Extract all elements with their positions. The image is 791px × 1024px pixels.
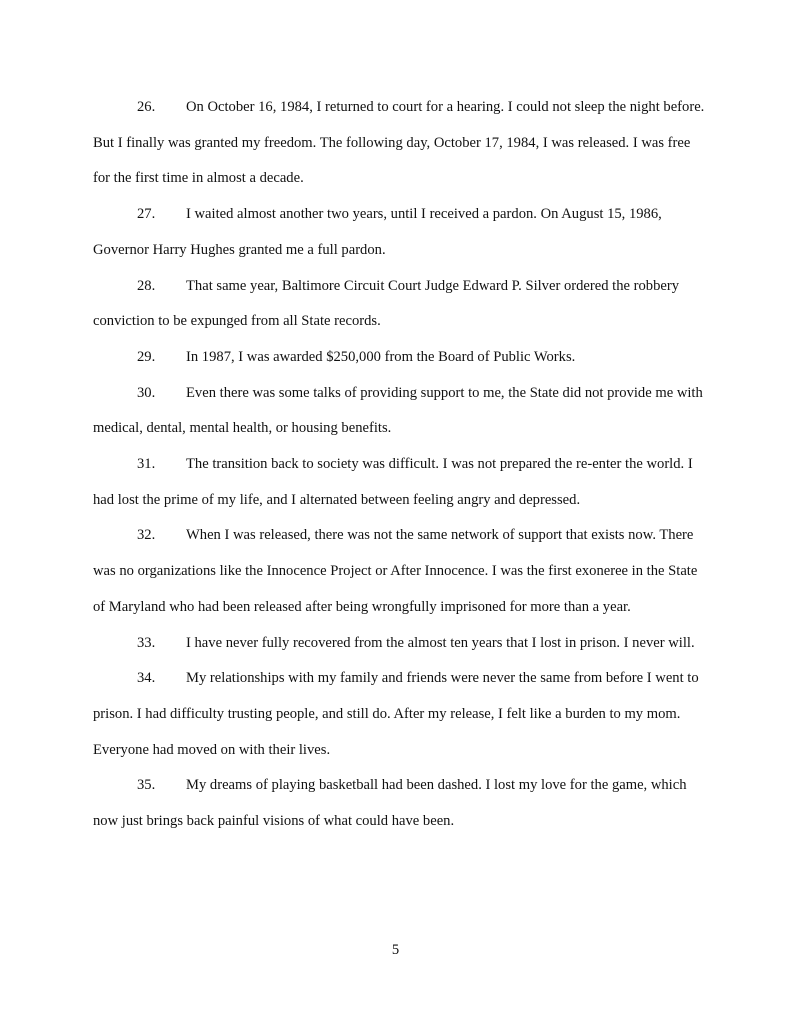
paragraph-31: [93, 447, 705, 518]
paragraph-text: On October 16, 1984, I returned to court for a hearing. I could not sleep the night before. But I finally was granted my freedom. The following day, October 17, 1984, I was released. I was free for the first time in almost a decade.: [93, 99, 705, 187]
paragraph-text: In 1987, I was awarded $250,000 from the Board of Public Works.: [186, 348, 576, 365]
paragraph-number: 30.: [137, 384, 156, 401]
paragraph-number: 26.: [137, 99, 156, 115]
document-body: [93, 90, 705, 840]
paragraph-29: [93, 340, 705, 376]
paragraph-text: Even there was some talks of providing support to me, the State did not provide me with medical, dental, mental health, or housing benefits.: [93, 384, 703, 437]
paragraph-text: My relationships with my family and friends were never the same from before I went to prison. I had difficulty trusting people, and still do. After my release, I felt like a burden to my mom. Everyone had moved on with their lives.: [93, 670, 699, 758]
paragraph-number: 28.: [137, 277, 156, 294]
paragraph-33: [93, 626, 705, 662]
paragraph-27: [93, 197, 705, 268]
paragraph-text: I waited almost another two years, until I received a pardon. On August 15, 1986, Governor Harry Hughes granted me a full pardon.: [93, 206, 662, 258]
paragraph-text: The transition back to society was difficult. I was not prepared the re-enter the world. I had lost the prime of my life, and I alternated between feeling angry and depressed.: [93, 456, 693, 508]
paragraph-number: 34.: [137, 670, 156, 687]
paragraph-text: That same year, Baltimore Circuit Court Judge Edward P. Silver ordered the robbery conviction to be expunged from all State records.: [93, 277, 680, 330]
paragraph-number: 35.: [137, 777, 156, 794]
paragraph-number: 32.: [137, 527, 156, 544]
paragraph-number: 27.: [137, 206, 156, 223]
paragraph-text: I have never fully recovered from the almost ten years that I lost in prison. I never will.: [186, 634, 695, 651]
page-number: 5: [391, 942, 400, 958]
paragraph-text: My dreams of playing basketball had been dashed. I lost my love for the game, which now just brings back painful visions of what could have been.: [93, 777, 687, 830]
paragraph-number: 33.: [137, 634, 156, 651]
paragraph-26: [93, 90, 705, 197]
paragraph-28: [93, 269, 705, 340]
paragraph-30: [93, 376, 705, 447]
paragraph-number: 29.: [137, 348, 156, 365]
paragraph-number: 31.: [137, 456, 156, 473]
paragraph-32: [93, 518, 705, 625]
paragraph-35: [93, 768, 705, 839]
paragraph-34: [93, 661, 705, 768]
paragraph-text: When I was released, there was not the same network of support that exists now. There was no organizations like the Innocence Project or After Innocence. I was the first exoneree in the State of Maryland who had been released after being wrongfully imprisoned for more than a year.: [93, 527, 698, 615]
